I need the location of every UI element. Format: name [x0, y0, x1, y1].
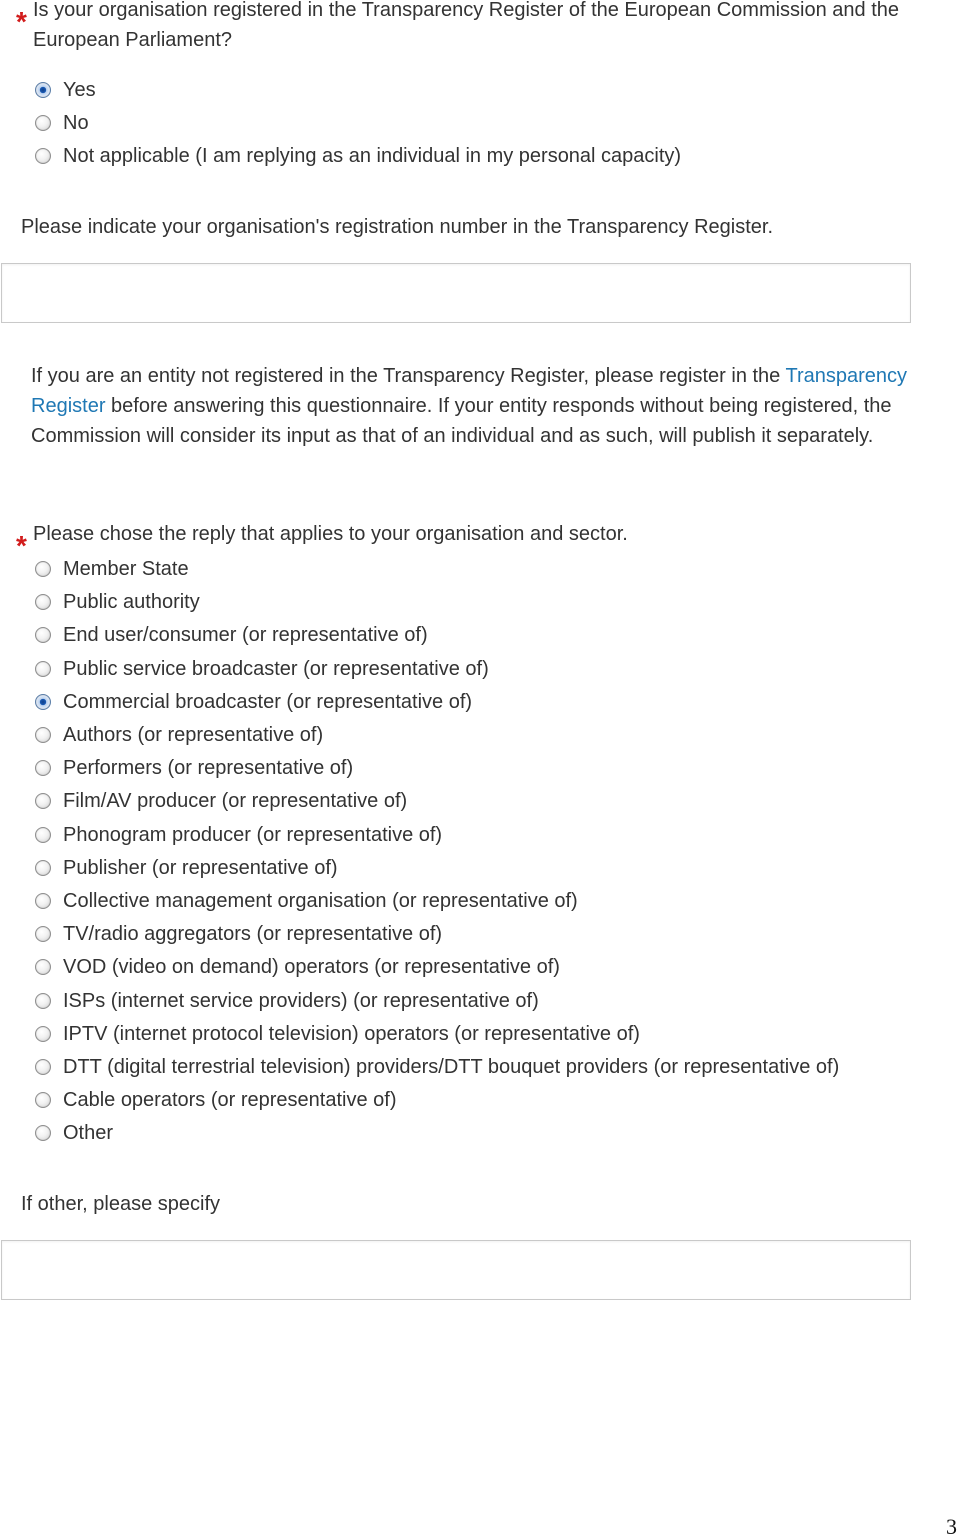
- radio-option-yes[interactable]: [33, 76, 96, 104]
- radio-icon[interactable]: [35, 627, 51, 643]
- radio-icon[interactable]: [35, 793, 51, 809]
- option-label: No: [63, 111, 89, 134]
- required-asterisk: *: [16, 6, 27, 37]
- option-label: Collective management organisation (or representative of): [63, 889, 578, 912]
- sector-radio-option[interactable]: [33, 555, 189, 583]
- radio-icon[interactable]: [35, 1125, 51, 1141]
- radio-icon[interactable]: [35, 993, 51, 1009]
- radio-icon[interactable]: [35, 727, 51, 743]
- radio-icon[interactable]: [35, 148, 51, 164]
- radio-selected-icon[interactable]: [35, 82, 51, 98]
- radio-icon[interactable]: [35, 893, 51, 909]
- sector-radio-option[interactable]: [33, 854, 338, 882]
- sector-radio-option[interactable]: [33, 588, 200, 616]
- registration-number-input[interactable]: [1, 263, 911, 323]
- sector-radio-option[interactable]: [33, 953, 560, 981]
- option-label: Public service broadcaster (or representative of): [63, 657, 489, 680]
- question-sector-title: Please chose the reply that applies to your organisation and sector.: [33, 523, 628, 545]
- sector-radio-option[interactable]: [33, 887, 578, 915]
- option-label: TV/radio aggregators (or representative of): [63, 922, 443, 945]
- option-label: Performers (or representative of): [63, 756, 354, 779]
- radio-icon[interactable]: [35, 860, 51, 876]
- radio-icon[interactable]: [35, 1092, 51, 1108]
- sector-radio-option[interactable]: [33, 621, 428, 649]
- sector-radio-option[interactable]: [33, 1053, 839, 1081]
- option-label: Not applicable (I am replying as an individual in my personal capacity): [63, 144, 682, 167]
- option-label: VOD (video on demand) operators (or representative of): [63, 955, 560, 978]
- radio-icon[interactable]: [35, 115, 51, 131]
- other-specify-input[interactable]: [1, 1240, 911, 1300]
- radio-icon[interactable]: [35, 1059, 51, 1075]
- transparency-info-text: [31, 361, 911, 451]
- radio-icon[interactable]: [35, 827, 51, 843]
- option-label: Commercial broadcaster (or representative of): [63, 690, 473, 713]
- sector-radio-option[interactable]: [33, 655, 489, 683]
- radio-icon[interactable]: [35, 561, 51, 577]
- sector-radio-option[interactable]: [33, 987, 539, 1015]
- option-label: Member State: [63, 557, 189, 580]
- radio-icon[interactable]: [35, 760, 51, 776]
- info-text-before: If you are an entity not registered in the Transparency Register, please register in the: [31, 365, 786, 387]
- sector-radio-option[interactable]: [33, 1119, 113, 1147]
- required-asterisk: *: [16, 530, 27, 561]
- option-label: Public authority: [63, 590, 200, 613]
- option-label: Film/AV producer (or representative of): [63, 789, 408, 812]
- radio-icon[interactable]: [35, 926, 51, 942]
- option-label: End user/consumer (or representative of): [63, 623, 428, 646]
- option-label: Publisher (or representative of): [63, 856, 338, 879]
- sector-radio-option[interactable]: [33, 754, 353, 782]
- option-label: IPTV (internet protocol television) operators (or representative of): [63, 1022, 640, 1045]
- radio-option-no[interactable]: [33, 109, 89, 137]
- option-label: ISPs (internet service providers) (or representative of): [63, 989, 539, 1012]
- radio-selected-icon[interactable]: [35, 694, 51, 710]
- option-label: Authors (or representative of): [63, 723, 324, 746]
- page-number: 3: [946, 1514, 957, 1539]
- transparency-register-link[interactable]: Transparency Register: [31, 365, 908, 417]
- radio-icon[interactable]: [35, 1026, 51, 1042]
- sector-radio-option[interactable]: [33, 787, 407, 815]
- option-label: Phonogram producer (or representative of): [63, 823, 443, 846]
- sector-radio-option[interactable]: [33, 1020, 640, 1048]
- sector-radio-option[interactable]: [33, 688, 472, 716]
- radio-icon[interactable]: [35, 594, 51, 610]
- other-specify-label: If other, please specify: [21, 1193, 221, 1215]
- option-label: Yes: [63, 78, 96, 101]
- registration-number-label: Please indicate your organisation's registration number in the Transparency Register.: [21, 216, 774, 238]
- question-registered-title: Is your organisation registered in the Transparency Register of the European Commission and the European Parliament?: [33, 0, 900, 51]
- option-label: Cable operators (or representative of): [63, 1088, 397, 1111]
- radio-option-not-applicable[interactable]: [33, 142, 681, 170]
- radio-icon[interactable]: [35, 661, 51, 677]
- info-text-after: before answering this questionnaire. If your entity responds without being registered, the Commission will consider its input as that of an individual and as such, will publish it separately.: [31, 395, 892, 447]
- sector-radio-option[interactable]: [33, 1086, 397, 1114]
- sector-radio-option[interactable]: [33, 821, 442, 849]
- option-label: DTT (digital terrestrial television) providers/DTT bouquet providers (or representative of): [63, 1055, 840, 1078]
- radio-icon[interactable]: [35, 959, 51, 975]
- sector-radio-option[interactable]: [33, 920, 442, 948]
- sector-radio-option[interactable]: [33, 721, 323, 749]
- option-label: Other: [63, 1121, 114, 1144]
